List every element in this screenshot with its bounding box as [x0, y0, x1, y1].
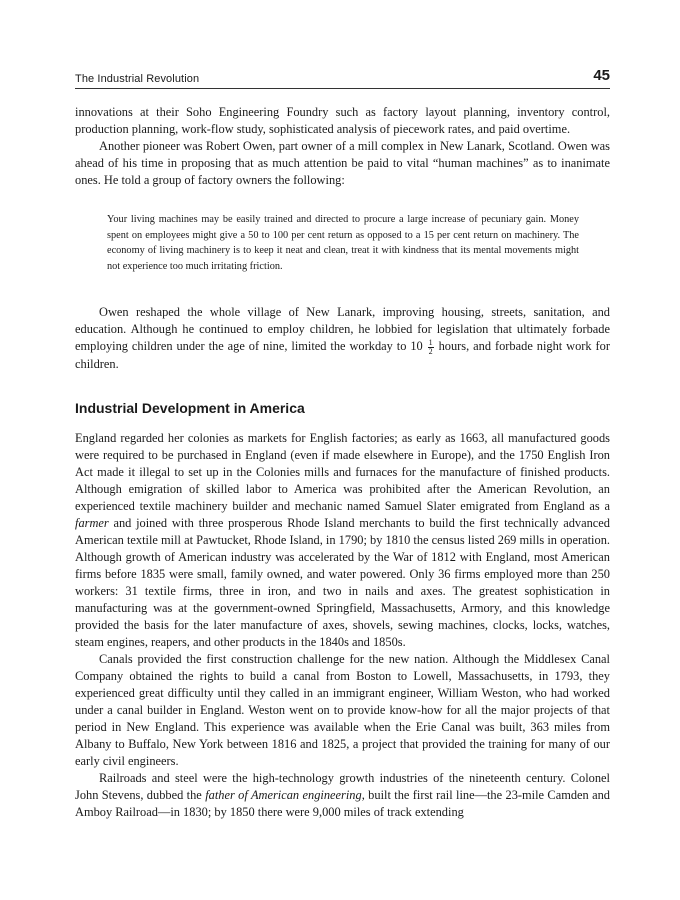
one-half-fraction — [428, 339, 434, 356]
block-quote — [107, 212, 579, 274]
section-p1-emphasis: farmer — [75, 516, 109, 530]
running-header — [75, 66, 610, 89]
section-p3-part-b: built the first rail line—the 23-mile Camden and Amboy Railroad—in 1830; by 1850 there were 9,000 miles of track extending — [75, 788, 610, 819]
owen-paragraph — [75, 304, 610, 373]
intro-text — [75, 104, 610, 189]
owen-text-part-2: hours, and forbade night work for children. — [75, 339, 610, 371]
section-p3-part-a: Railroads and steel were the high-technology growth industries of the nineteenth century. Colonel John Stevens, dubbed the — [75, 771, 610, 802]
section-paragraph-3 — [75, 770, 610, 821]
fraction-numerator: 1 — [428, 337, 433, 347]
section-p1-part-a: England regarded her colonies as markets for English factories; as early as 1663, all manufactured goods were required to be purchased in England (even if made elsewhere in Europe), and the 1750 English Iron Act made it illegal to set up in the Colonies mills and furnaces for the manufacture of finished products. Although emigration of skilled labor to America was prohibited after the American Revolution, an experienced textile machinery builder and mechanic named Samuel Slater emigrated from England as a — [75, 431, 610, 513]
owen-text-part-1: Owen reshaped the whole village of New Lanark, improving housing, streets, sanitation, and education. Although he continued to employ children, he lobbied for legislation that ultimately forbade employing children under the age of nine, limited the workday to 10 — [75, 305, 610, 353]
section-text — [75, 430, 610, 821]
intro-paragraph-2: Another pioneer was Robert Owen, part owner of a mill complex in New Lanark, Scotland. Owen was ahead of his time in proposing that as much attention be paid to vital “human machines” as to inanimate ones. He told a group of factory owners the following: — [75, 139, 610, 187]
section-paragraph-2: Canals provided the first construction challenge for the new nation. Although the Middlesex Canal Company obtained the rights to build a canal from Boston to Lowell, Massachusetts, in 1793, they experienced great difficulty until they called in an immigrant engineer, William Weston, who had worked under a canal builder in England. Weston went on to provide know-how for all the major projects of that period in New England. This experience was available when the Erie Canal was built, 363 miles from Albany to Buffalo, New York between 1816 and 1825, a project that provided the training for many of our early civil engineers. — [75, 652, 610, 768]
section-p3-emphasis: father of American engineering, — [205, 788, 365, 802]
intro-paragraph-1: innovations at their Soho Engineering Foundry such as factory layout planning, inventory control, production planning, work-flow study, sophisticated analysis of piecework rates, and paid overtime. — [75, 105, 610, 136]
page-number: 45 — [593, 67, 610, 84]
quote-text: Your living machines may be easily trained and directed to procure a large increase of pecuniary gain. Money spent on employees might give a 50 to 100 per cent return as opposed to a 15 per cent return on machinery. The economy of living machinery is to keep it neat and clean, treat it with kindness that its mental movements might not experience too much irritating friction. — [107, 214, 579, 272]
section-paragraph-1 — [75, 430, 610, 651]
running-title: The Industrial Revolution — [75, 73, 200, 85]
owen-text — [75, 304, 610, 373]
section-p1-part-b: and joined with three prosperous Rhode Island merchants to build the first technically advanced American textile mill at Pawtucket, Rhode Island, in 1790; by 1810 the census listed 269 mills in operation. Although growth of American industry was accelerated by the War of 1812 with England, most American firms before 1835 were small, family owned, and water powered. Only 36 firms employed more than 250 workers: 31 textile firms, three in iron, and two in nails and axes. The greatest sophistication in manufacturing was at the government-owned Springfield, Massachusetts, Armory, and this knowledge provided the basis for the later manufacture of axes, shovels, sewing machines, clocks, locks, watches, steam engines, reapers, and other products in the 1840s and 1850s. — [75, 516, 610, 649]
fraction-denominator: 2 — [428, 346, 433, 356]
section-heading: Industrial Development in America — [75, 400, 305, 416]
